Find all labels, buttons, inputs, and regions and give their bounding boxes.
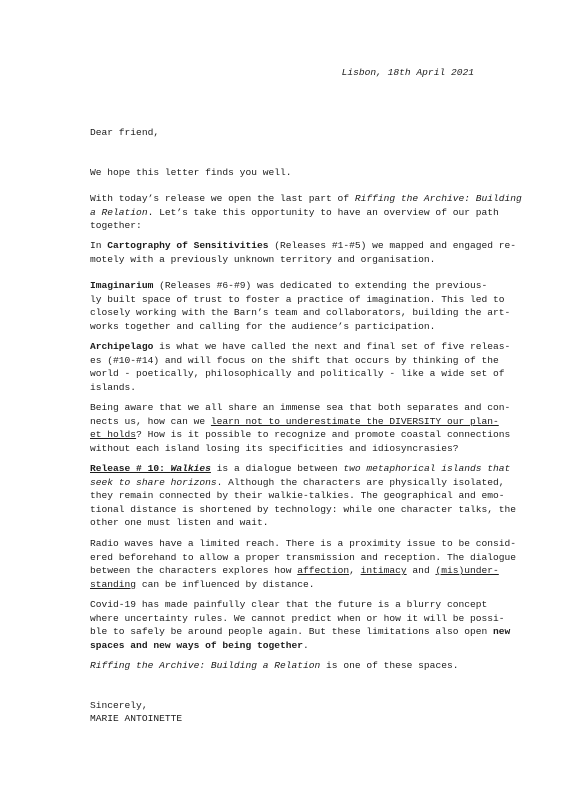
paragraph-intro: We hope this letter finds you well. (90, 167, 292, 178)
emphasis-phrase: two metaphorical islands that (343, 463, 511, 474)
underlined-phrase: et holds (90, 429, 137, 441)
section-name: Archipelago (90, 341, 154, 352)
release-title: Walkies (170, 463, 211, 474)
section-name: Imaginarium (90, 280, 154, 291)
text-span: between the characters explores how (90, 565, 298, 577)
emphasis-phrase: seek to share horizons (90, 476, 217, 488)
project-title: Riffing the Archive: Building a Relation (90, 660, 321, 671)
bold-phrase: spaces and new ways of being together (90, 639, 304, 651)
underlined-phrase: affection (297, 565, 350, 577)
text-span: works together and calling for the audience’s participation. (90, 320, 436, 332)
text-span: world - poetically, philosophically and politically - like a wide set of (90, 368, 505, 380)
paragraph-spaces (90, 659, 484, 673)
text-span: Being aware that we all share an immense sea that both separates and con- (90, 402, 511, 413)
text-span: closely working with the Barn’s team and collaborators, building the art- (90, 307, 511, 319)
text-span: With today’s release we open the last part of (90, 193, 355, 204)
text-span: (Releases #6-#9) was dedicated to extending the previous- (153, 280, 488, 291)
text-span: is one of these spaces. (320, 660, 459, 671)
paragraph-imaginarium (90, 279, 511, 333)
text-span: islands. (90, 381, 137, 393)
text-span: ? How is it possible to recognize and promote coastal connections (136, 429, 511, 441)
text-span: (Releases #1-#5) we mapped and engaged re- (268, 240, 517, 251)
paragraph-radio-waves (90, 537, 517, 591)
section-name: Cartography of Sensitivities (107, 240, 269, 251)
text-span: nects us, how can we (90, 415, 211, 427)
project-title: a Relation (90, 206, 148, 218)
project-title: Riffing the Archive: Building (354, 193, 522, 204)
text-span: can be influenced by distance. (136, 578, 315, 590)
text-span: Radio waves have a limited reach. There is a proximity issue to be consid- (90, 538, 517, 549)
bold-phrase: new (493, 626, 511, 638)
text-span: is what we have called the next and final set of five releas- (153, 341, 511, 352)
text-span: ered beforehand to allow a proper transmission and reception. The dialogue (90, 551, 517, 563)
text-span: ble to safely be around people again. But these limitations also open (90, 626, 494, 638)
letter-date: Lisbon, 18th April 2021 (341, 67, 474, 78)
release-label: Release # 10: (90, 463, 171, 474)
text-span: other one must listen and wait. (90, 517, 269, 529)
greeting: Dear friend, (90, 127, 160, 138)
text-span: . (303, 639, 309, 651)
text-span: together: (90, 220, 142, 232)
text-span: In (90, 240, 108, 251)
text-span: where uncertainty rules. We cannot predict when or how it will be possi- (90, 612, 505, 624)
signature: MARIE ANTOINETTE (90, 713, 183, 724)
text-span: , (349, 565, 361, 577)
underlined-phrase: standing (90, 578, 137, 590)
text-span: tional distance is shortened by technology: while one character talks, the (90, 503, 517, 515)
text-span: motely with a previously unknown territory and organisation. (90, 253, 436, 265)
text-span: . Although the characters are physically isolated, (216, 476, 505, 488)
underlined-phrase: intimacy (360, 565, 407, 577)
paragraph-release-overview (90, 192, 522, 233)
text-span: without each island losing its specificities and idiosyncrasies? (90, 442, 459, 454)
text-span: ly built space of trust to foster a practice of imagination. This led to (90, 293, 505, 305)
underlined-phrase: (mis)under- (435, 565, 499, 577)
paragraph-cartography (90, 239, 517, 266)
closing: Sincerely, (90, 700, 148, 711)
text-span: es (#10-#14) and will focus on the shift that occurs by thinking of the (90, 354, 499, 366)
text-span: they remain connected by their walkie-talkies. The geographical and emo- (90, 490, 505, 502)
paragraph-diversity (90, 401, 511, 455)
text-span: is a dialogue between (210, 463, 344, 474)
paragraph-archipelago (90, 340, 511, 394)
paragraph-release-10 (90, 462, 517, 530)
underlined-phrase: learn not to underestimate the DIVERSITY our plan- (210, 415, 499, 427)
text-span: Covid-19 has made painfully clear that the future is a blurry concept (90, 599, 488, 610)
text-span: and (406, 565, 436, 577)
text-span: . Let’s take this opportunity to have an overview of our path (147, 206, 499, 218)
paragraph-covid (90, 598, 511, 652)
